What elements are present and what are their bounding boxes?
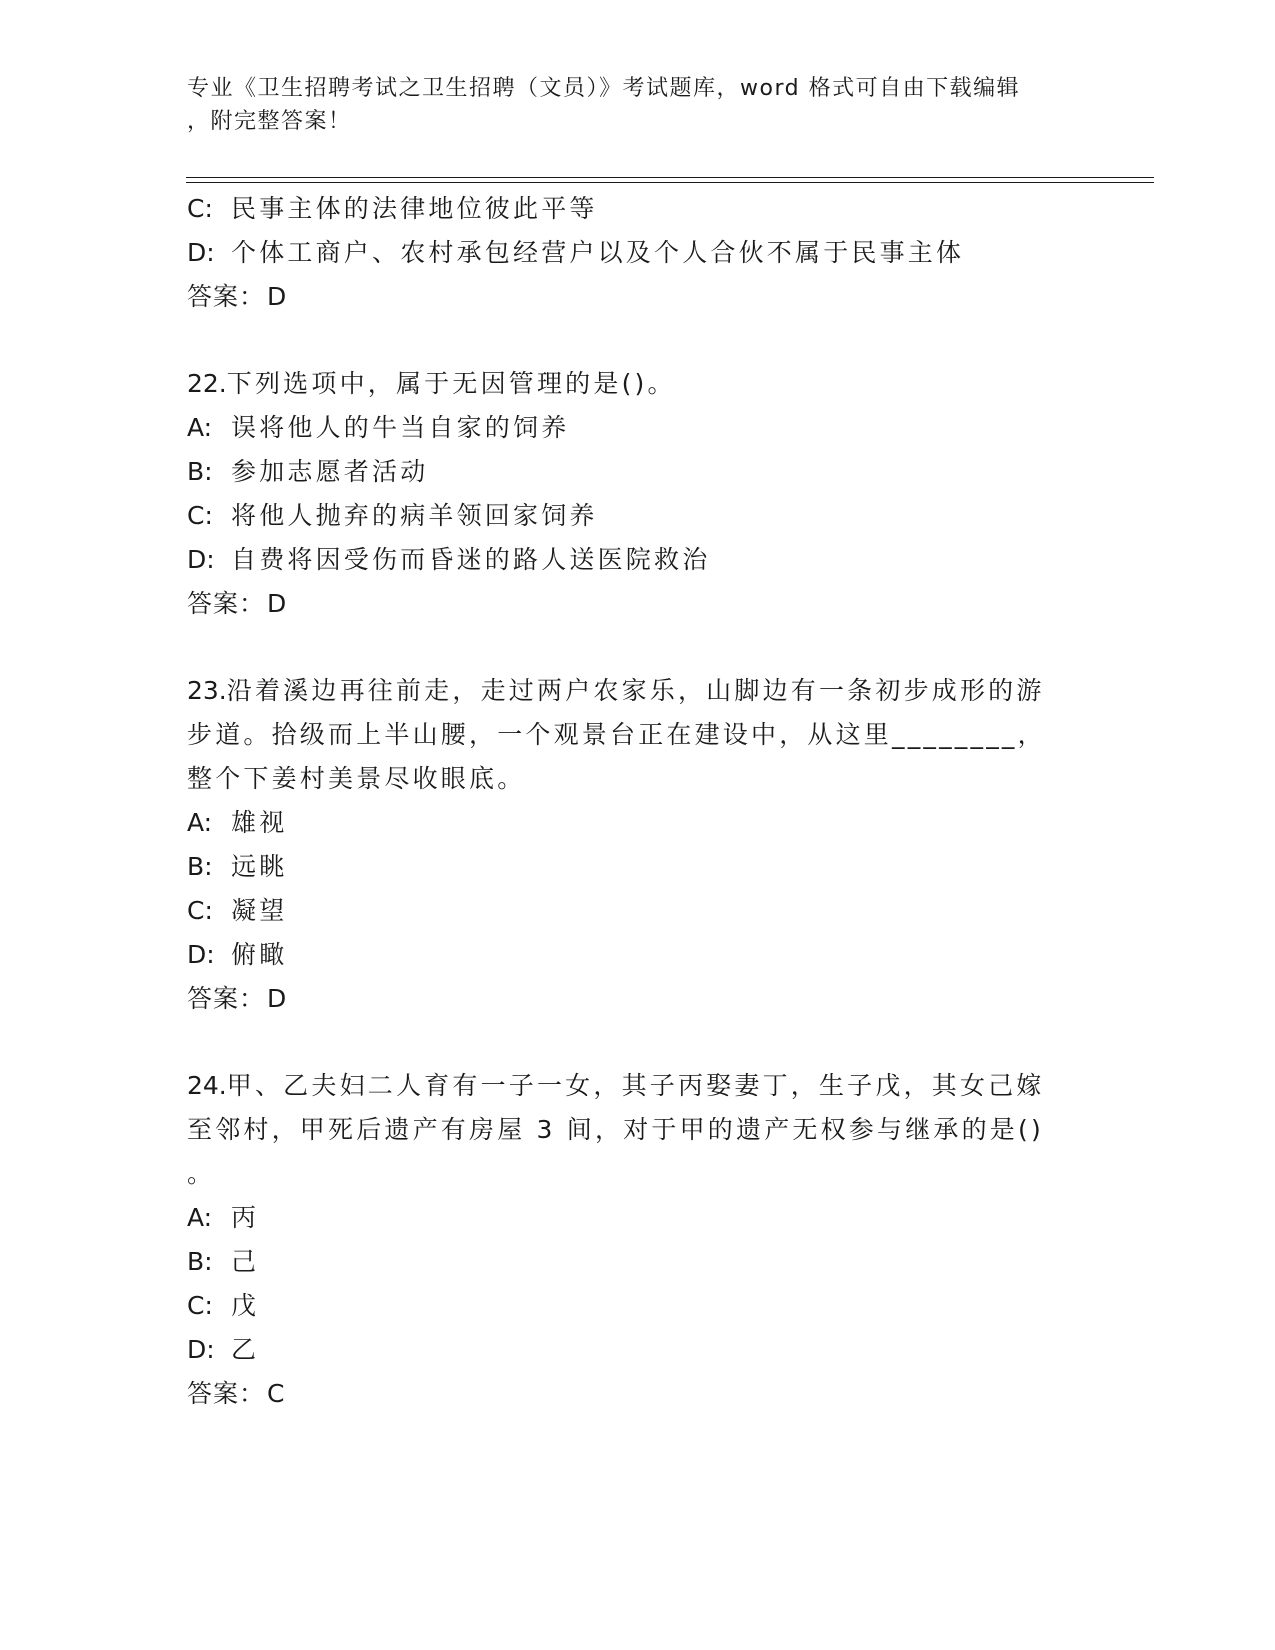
question-text: 下列选项中，属于无因管理的是()。 — [226, 369, 676, 398]
answer-value: D — [267, 282, 287, 311]
document-header — [187, 72, 1067, 138]
option-text: 雄视 — [231, 808, 288, 837]
answer-line — [187, 1377, 284, 1411]
option-text: 戊 — [231, 1291, 260, 1320]
answer-label: 答案： — [187, 589, 266, 618]
header-title-line-2: ，附完整答案！ — [187, 109, 352, 134]
option-text: 丙 — [231, 1203, 260, 1232]
option-item — [187, 499, 598, 533]
option-item — [187, 850, 287, 884]
question-text-continued: 整个下姜村美景尽收眼底。 — [187, 764, 526, 793]
option-text: 民事主体的法律地位彼此平等 — [231, 194, 598, 223]
header-title-line-1: 专业《卫生招聘考试之卫生招聘（文员）》考试题库，word 格式可自由下载编辑 — [187, 76, 1021, 101]
answer-value: D — [267, 984, 287, 1013]
option-item — [187, 192, 598, 226]
option-text: 乙 — [231, 1335, 260, 1364]
question-text: 沿着溪边再往前走，走过两户农家乐，山脚边有一条初步成形的游 — [226, 676, 1045, 705]
option-label: A: — [187, 808, 213, 837]
option-item — [187, 938, 287, 972]
option-label: D: — [187, 940, 215, 969]
option-label: B: — [187, 457, 213, 486]
option-label: B: — [187, 852, 213, 881]
option-text: 自费将因受伤而昏迷的路人送医院救治 — [231, 545, 711, 574]
question-text: 甲、乙夫妇二人育有一子一女，其子丙娶妻丁，生子戊，其女己嫁 — [226, 1071, 1045, 1100]
answer-label: 答案： — [187, 282, 266, 311]
answer-line — [187, 982, 286, 1016]
option-text: 凝望 — [231, 896, 288, 925]
option-label: D: — [187, 238, 215, 267]
answer-value: C — [267, 1379, 285, 1408]
question-text-continued: 至邻村，甲死后遗产有房屋 3 间，对于甲的遗产无权参与继承的是() — [187, 1115, 1044, 1144]
option-label: A: — [187, 1203, 213, 1232]
question-text-continued: 步道。拾级而上半山腰，一个观景台正在建设中，从这里________， — [187, 720, 1046, 749]
option-text: 己 — [231, 1247, 260, 1276]
answer-line — [187, 280, 286, 314]
option-text: 个体工商户、农村承包经营户以及个人合伙不属于民事主体 — [231, 238, 965, 267]
option-item — [187, 1289, 259, 1323]
header-divider-bottom — [186, 182, 1154, 183]
question-text-continued: 。 — [187, 1159, 216, 1188]
option-label: B: — [187, 1247, 213, 1276]
option-text: 远眺 — [231, 852, 288, 881]
option-label: C: — [187, 896, 213, 925]
option-label: A: — [187, 413, 213, 442]
answer-label: 答案： — [187, 1379, 266, 1408]
option-label: C: — [187, 1291, 213, 1320]
option-item — [187, 1245, 259, 1279]
option-item — [187, 1333, 259, 1367]
option-text: 俯瞰 — [231, 940, 288, 969]
question-number: 23. — [187, 676, 227, 705]
option-text: 误将他人的牛当自家的饲养 — [231, 413, 570, 442]
question-stem — [187, 367, 676, 401]
option-item — [187, 411, 569, 445]
question-stem — [187, 674, 1045, 708]
option-label: D: — [187, 1335, 215, 1364]
header-divider-top — [186, 177, 1154, 178]
option-text: 参加志愿者活动 — [231, 457, 429, 486]
question-stem — [187, 1069, 1045, 1103]
option-label: C: — [187, 501, 213, 530]
option-label: C: — [187, 194, 213, 223]
option-item — [187, 455, 428, 489]
option-item — [187, 1201, 259, 1235]
answer-label: 答案： — [187, 984, 266, 1013]
option-label: D: — [187, 545, 215, 574]
question-number: 24. — [187, 1071, 227, 1100]
answer-line — [187, 587, 286, 621]
option-item — [187, 236, 964, 270]
option-item — [187, 806, 287, 840]
option-item — [187, 543, 710, 577]
question-number: 22. — [187, 369, 227, 398]
option-text: 将他人抛弃的病羊领回家饲养 — [231, 501, 598, 530]
option-item — [187, 894, 287, 928]
answer-value: D — [267, 589, 287, 618]
